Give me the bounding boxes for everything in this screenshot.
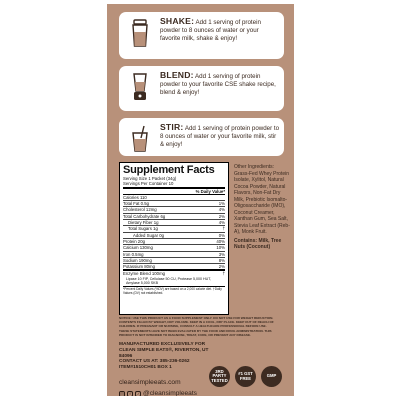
social-row	[119, 390, 197, 396]
stir-instruction-card	[119, 118, 284, 156]
stir-instruction-text	[160, 123, 280, 149]
maker-line-1: MANUFACTURED EXCLUSIVELY FOR	[119, 342, 206, 347]
facts-row-dv: 4%	[218, 207, 225, 213]
ingredients-text: Other Ingredients: Grass-Fed Whey Protein Isolate, Xylitol, Natural Cocoa Powder, Natural Flavors, Non-Fat Dry Milk, Prebiotic Isomalto-Oligosaccharide (IMO), Coconut Creamer, Xanthan Gum, Sea Salt, Stevia Leaf Extract (Reb-A), Monk Fruit.	[234, 164, 290, 235]
supplement-facts-title: Supplement Facts	[123, 164, 215, 176]
blend-title: BLEND:	[160, 70, 194, 80]
notice-usage: NOTICE: USE THIS PRODUCT AS A FOOD SUPPLEMENT ONLY. DO NOT USE FOR WEIGHT REDUCTION. CONTENTS FILLED BY WEIGHT, NOT VOLUME. KEEP IN A COOL, DRY PLACE. KEEP OUT OF REACH OF CHILDREN. IF PREGNANT OR NURSING, CONSULT A HEALTHCARE PROFESSIONAL BEFORE USE.	[119, 316, 274, 328]
facts-row-dv: 4%	[218, 220, 225, 226]
facts-row-label: Cholesterol 12mg	[123, 207, 157, 213]
ingredients-block	[234, 164, 290, 251]
maker-line-4: ITEM#1510CH01 BOX 1	[119, 365, 172, 371]
blend-instruction-text	[160, 71, 280, 97]
facts-row-label: Enzyme Blend 100mg	[123, 271, 166, 277]
facts-row-label: Potassium 80mg	[123, 264, 156, 270]
facts-rows	[123, 194, 225, 277]
third-party-tested-badge	[209, 366, 230, 387]
shake-title: SHAKE:	[160, 16, 195, 26]
facts-row-label: Calories 110	[123, 194, 147, 200]
facts-row-label: Iron 0.5mg	[123, 251, 144, 257]
serving-size: Serving Size 1 Packet (34g)	[123, 176, 177, 181]
facts-row-dv: 40%	[216, 238, 225, 244]
facts-row-label: Sodium 190mg	[123, 257, 152, 263]
shake-instruction-card	[119, 12, 284, 59]
badge-label-2: #1 GST FREE	[238, 370, 253, 381]
website-text: cleansimpleeats.com	[119, 379, 181, 386]
stir-body: Add 1 serving of protein powder to 8 ounces of water or your favorite milk, stir & enjoy!	[160, 125, 280, 149]
facebook-icon: f	[127, 391, 133, 397]
facts-row-dv: 2%	[218, 213, 225, 219]
contains-statement: Contains: Milk, Tree Nuts (Coconut)	[234, 237, 282, 250]
manufacturer-info	[119, 342, 219, 371]
servings-per-container: Servings Per Container 10	[123, 181, 174, 187]
facts-row-label: Total Carbohydrate 6g	[123, 213, 166, 219]
supplement-facts-panel	[119, 162, 229, 315]
cup-spoon-icon	[126, 124, 154, 154]
maker-line-2: CLEAN SIMPLE EATS®, RIVERTON, UT 84096	[119, 347, 209, 359]
notice-fda: THESE STATEMENTS HAVE NOT BEEN EVALUATED BY THE FOOD AND DRUG ADMINISTRATION. THIS PRODUCT IS NOT INTENDED TO DIAGNOSE, TREAT, CURE, OR PREVENT ANY DISEASE.	[119, 329, 272, 338]
maker-line-3: CONTACT US AT: 385-236-0262	[119, 359, 190, 365]
facts-row-dv: 0%	[218, 232, 225, 238]
product-box-panel	[107, 4, 294, 396]
facts-row-label: Protein 20g	[123, 238, 145, 244]
facts-row-label: Dietary Fiber 1g	[128, 220, 159, 226]
blend-instruction-card	[119, 66, 284, 111]
social-handle: @cleansimpleeats	[143, 390, 197, 396]
facts-header-row	[123, 187, 225, 194]
facts-row-dv: 3%	[218, 251, 225, 257]
facts-footnote: *Percent Daily Values (%DV) are based on a 2,000 calorie diet. †Daily Values (DV) not established.	[123, 286, 225, 296]
shake-instruction-text	[160, 17, 280, 43]
blend-body: Add 1 serving of protein powder to your favorite CSE shake recipe, blend & enjoy!	[160, 73, 276, 97]
facts-row-dv: 1%	[218, 201, 225, 207]
facts-row-dv: 8%	[218, 257, 225, 263]
facts-row-dv: 2%	[218, 264, 225, 270]
facts-row-dv: †	[222, 271, 225, 277]
facts-row-label: Calcium 130mg	[123, 245, 153, 251]
facts-row-label: Total Sugars 1g	[128, 226, 158, 232]
tiktok-icon: ♪	[137, 390, 139, 396]
badge-label-3: GMP	[266, 373, 277, 379]
shaker-bottle-icon	[126, 18, 154, 48]
shake-body: Add 1 serving of protein powder to 8 ounces of water or your favorite milk, shake & enjoy!	[160, 19, 261, 43]
facts-row-dv: 10%	[216, 245, 225, 251]
facts-row-dv: †	[222, 226, 225, 232]
blender-icon	[126, 72, 154, 102]
gst-free-badge	[235, 366, 256, 387]
instagram-icon: ◎	[120, 390, 124, 396]
notice-block	[119, 317, 285, 340]
facts-header-right: % Daily Value*	[195, 188, 225, 194]
stir-title: STIR:	[160, 122, 184, 132]
badge-label-1: 3RD PARTY TESTED	[211, 368, 228, 383]
facts-row-label: Total Fat 0.5g	[123, 201, 150, 207]
facts-row-label: Added Sugar 0g	[133, 232, 165, 238]
enzyme-detail: Lipase 10 FIP, Cellulase 50 CU, Protease 5,000 HUT, Amylase 5,000 SKB	[126, 276, 212, 285]
facts-row	[123, 269, 225, 276]
gmp-badge	[261, 366, 282, 387]
